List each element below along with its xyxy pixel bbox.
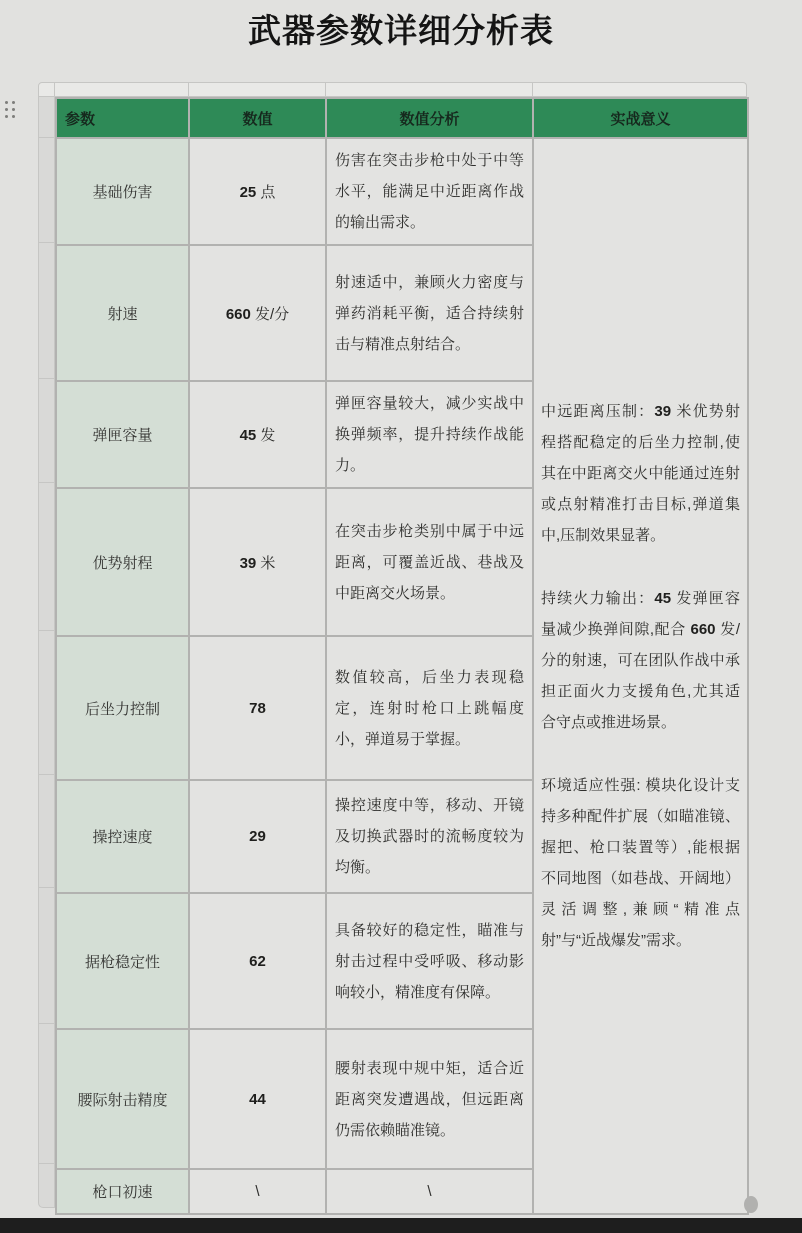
analysis-cell[interactable]: 射速适中，兼顾火力密度与弹药消耗平衡，适合持续射击与精准点射结合。 — [326, 245, 533, 381]
row-grip-separator[interactable] — [39, 242, 54, 243]
value-number: 78 — [249, 699, 266, 717]
value-unit: 发/分 — [250, 305, 290, 323]
analysis-cell[interactable]: 腰射表现中规中矩，适合近距离突发遭遇战，但远距离仍需依赖瞄准镜。 — [326, 1029, 533, 1169]
param-cell[interactable]: 优势射程 — [56, 488, 189, 636]
row-grip-separator[interactable] — [39, 1163, 54, 1164]
value-number: 39 — [239, 554, 257, 572]
value-unit: \ — [255, 1183, 260, 1200]
row-grip-separator[interactable] — [39, 774, 54, 775]
col-header-significance[interactable]: 实战意义 — [533, 98, 748, 138]
value-cell[interactable] — [189, 636, 326, 780]
significance-paragraph: 环境适应性强: 模块化设计支持多种配件扩展（如瞄准镜、握把、枪口装置等）,能根据不同地图（如巷战、开阔地）灵活调整,兼顾“精准点射”与“近战爆发”需求。 — [541, 777, 740, 949]
page-title[interactable]: 武器参数详细分析表 — [248, 12, 554, 49]
column-grip-separator[interactable] — [325, 83, 326, 96]
value-cell[interactable] — [189, 488, 326, 636]
significance-paragraph: 持续火力输出：45 发弹匣容量减少换弹间隙,配合 660 发/分的射速，可在团队作战中承担正面火力支援角色,尤其适合守点或推进场景。 — [541, 590, 740, 731]
row-grip-separator[interactable] — [39, 630, 54, 631]
value-cell[interactable] — [189, 1029, 326, 1169]
col-header-analysis[interactable]: 数值分析 — [326, 98, 533, 138]
value-number: 29 — [249, 828, 266, 845]
col-header-param[interactable]: 参数 — [56, 98, 189, 138]
column-grip-bar[interactable] — [55, 82, 747, 97]
significance-paragraph: 中远距离压制：39 米优势射程搭配稳定的后坐力控制,使其在中距离交火中能通过连射或点射精准打击目标,弹道集中,压制效果显著。 — [541, 403, 740, 544]
param-cell[interactable]: 操控速度 — [56, 780, 189, 893]
column-grip-separator[interactable] — [188, 83, 189, 96]
analysis-cell[interactable]: 伤害在突击步枪中处于中等水平，能满足中近距离作战的输出需求。 — [326, 138, 533, 245]
value-number: 45 — [239, 427, 257, 444]
table-row — [56, 138, 748, 245]
header-row — [56, 98, 748, 138]
value-number: 25 — [239, 184, 257, 201]
analysis-cell[interactable]: 操控速度中等，移动、开镜及切换武器时的流畅度较为均衡。 — [326, 780, 533, 893]
param-cell[interactable]: 后坐力控制 — [56, 636, 189, 780]
row-grip-separator[interactable] — [39, 137, 54, 138]
row-grip-separator[interactable] — [39, 378, 54, 379]
value-cell[interactable] — [189, 780, 326, 893]
table-select-corner[interactable] — [38, 82, 55, 97]
param-cell[interactable]: 射速 — [56, 245, 189, 381]
column-grip-separator[interactable] — [532, 83, 533, 96]
value-unit: 点 — [256, 184, 276, 201]
value-number: 660 — [225, 305, 251, 323]
param-cell[interactable]: 基础伤害 — [56, 138, 189, 245]
row-grip-bar[interactable] — [38, 97, 55, 1208]
value-cell[interactable] — [189, 245, 326, 381]
bottom-bar — [0, 1218, 802, 1233]
value-unit: 米 — [256, 554, 276, 572]
value-cell[interactable] — [189, 893, 326, 1029]
analysis-cell[interactable]: 在突击步枪类别中属于中远距离，可覆盖近战、巷战及中距离交火场景。 — [326, 488, 533, 636]
significance-cell[interactable] — [533, 138, 748, 1214]
analysis-cell[interactable]: 具备较好的稳定性，瞄准与射击过程中受呼吸、移动影响较小，精准度有保障。 — [326, 893, 533, 1029]
param-cell[interactable]: 枪口初速 — [56, 1169, 189, 1214]
block-drag-handle-icon[interactable] — [5, 101, 18, 121]
weapon-table-widget — [38, 82, 750, 1212]
analysis-cell[interactable]: \ — [326, 1169, 533, 1214]
table-resize-handle[interactable] — [744, 1196, 758, 1213]
value-cell[interactable] — [189, 138, 326, 245]
value-unit: 发 — [256, 427, 276, 444]
value-number: 44 — [249, 1090, 266, 1108]
param-cell[interactable]: 弹匣容量 — [56, 381, 189, 488]
row-grip-separator[interactable] — [39, 1023, 54, 1024]
value-cell[interactable] — [189, 381, 326, 488]
col-header-value[interactable]: 数值 — [189, 98, 326, 138]
row-grip-separator[interactable] — [39, 887, 54, 888]
row-grip-separator[interactable] — [39, 482, 54, 483]
analysis-cell[interactable]: 弹匣容量较大，减少实战中换弹频率，提升持续作战能力。 — [326, 381, 533, 488]
value-number: 62 — [249, 952, 266, 970]
weapon-parameter-table — [55, 97, 749, 1215]
param-cell[interactable]: 腰际射击精度 — [56, 1029, 189, 1169]
analysis-cell[interactable]: 数值较高，后坐力表现稳定，连射时枪口上跳幅度小，弹道易于掌握。 — [326, 636, 533, 780]
param-cell[interactable]: 据枪稳定性 — [56, 893, 189, 1029]
value-cell[interactable] — [189, 1169, 326, 1214]
